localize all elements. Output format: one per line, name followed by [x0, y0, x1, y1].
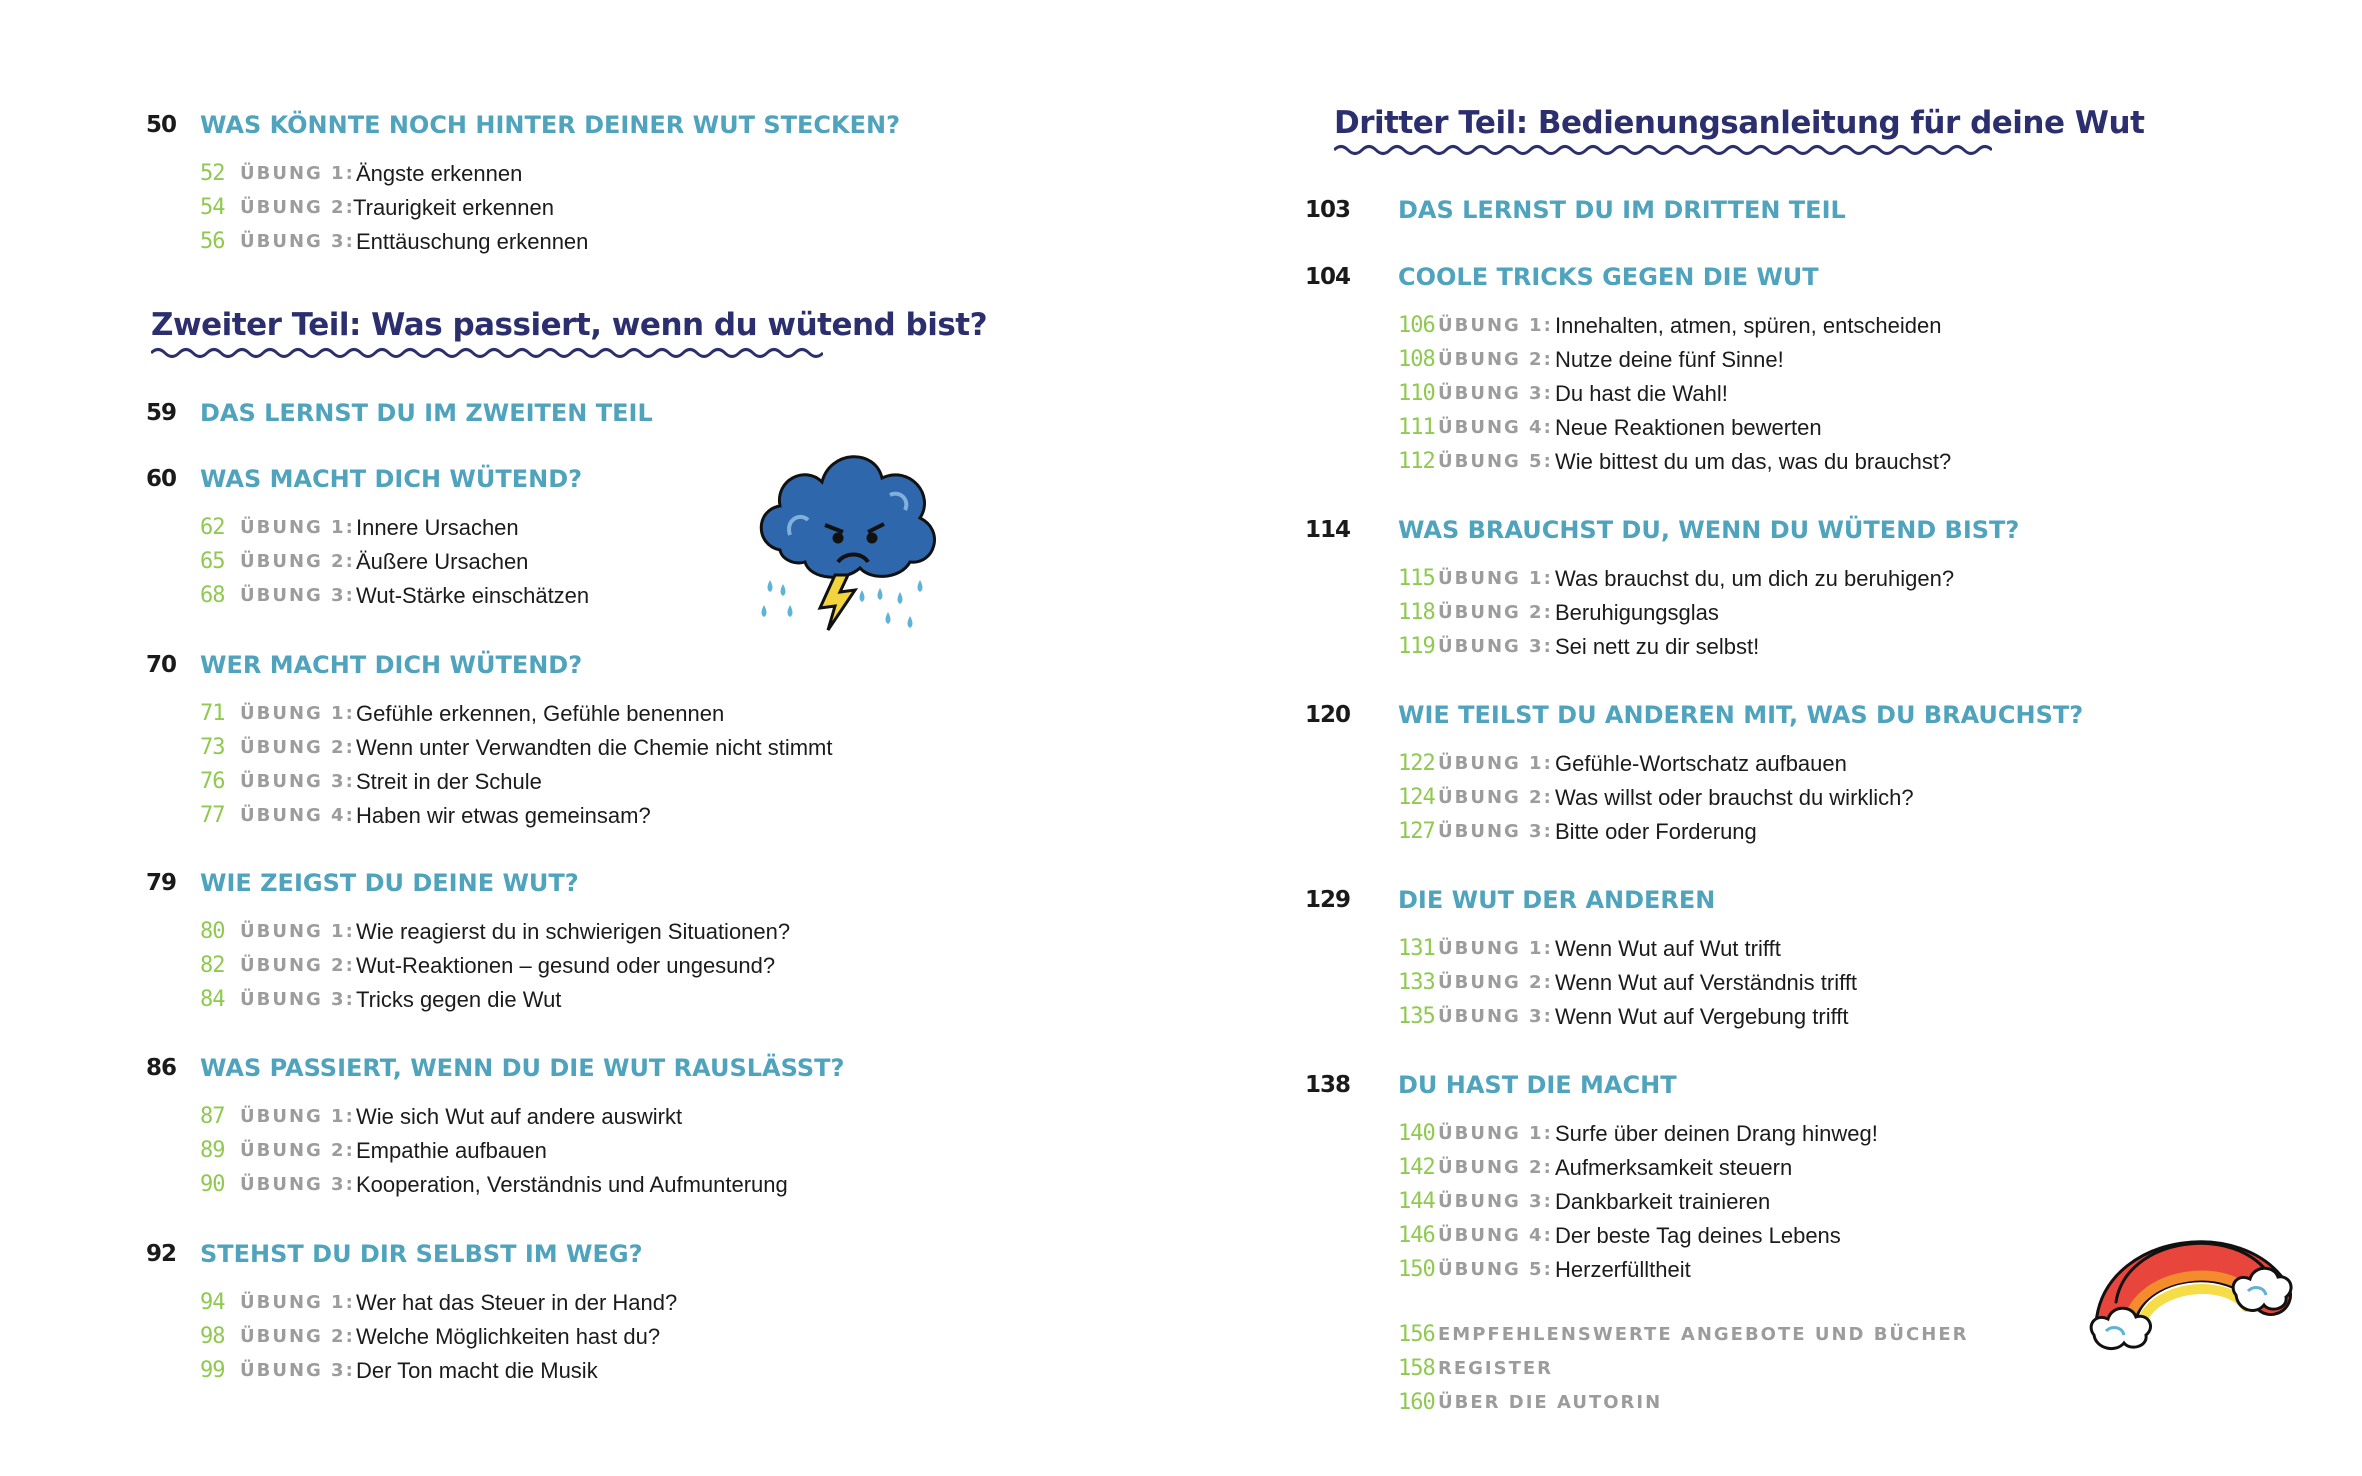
exercise-title: Traurigkeit erkennen	[353, 195, 554, 220]
exercise-label: ÜBUNG 2:	[240, 1140, 355, 1161]
exercise-page-number: 135	[1398, 1004, 1435, 1029]
exercise-title: Streit in der Schule	[356, 769, 542, 794]
exercise-label: ÜBUNG 2:	[1438, 972, 1553, 993]
exercise-title: Enttäuschung erkennen	[356, 229, 589, 254]
wavy-underline	[151, 346, 823, 360]
exercise-page-number: 62	[200, 515, 225, 540]
exercise-label: ÜBUNG 2:	[1438, 787, 1553, 808]
exercise-label: ÜBUNG 1:	[1438, 938, 1553, 959]
exercise-title: Sei nett zu dir selbst!	[1555, 634, 1760, 659]
exercise-page-number: 76	[200, 769, 225, 794]
chapter-page-number: 50	[145, 112, 176, 138]
chapter-page-number: 60	[145, 466, 176, 492]
exercise-label: ÜBUNG 1:	[240, 1106, 355, 1127]
exercise-title: Äußere Ursachen	[356, 549, 529, 574]
exercise-title: Surfe über deinen Drang hinweg!	[1555, 1121, 1878, 1146]
exercise-page-number: 119	[1398, 634, 1435, 659]
exercise-label: ÜBUNG 1:	[1438, 753, 1553, 774]
chapter-page-number: 70	[145, 652, 176, 678]
extra-page-number: 158	[1398, 1356, 1435, 1381]
exercise-title: Innere Ursachen	[356, 515, 519, 540]
exercise-title: Beruhigungsglas	[1555, 600, 1719, 625]
chapter-page-number: 129	[1305, 887, 1351, 913]
exercise-page-number: 111	[1398, 415, 1435, 440]
rainbow-icon	[2086, 1235, 2296, 1355]
exercise-page-number: 84	[200, 987, 225, 1012]
exercise-title: Wenn Wut auf Vergebung trifft	[1555, 1004, 1849, 1029]
chapter-page-number: 59	[145, 400, 176, 426]
exercise-page-number: 82	[200, 953, 225, 978]
exercise-page-number: 90	[200, 1172, 225, 1197]
exercise-label: ÜBUNG 2:	[240, 737, 355, 758]
exercise-title: Kooperation, Verständnis und Aufmunterung	[356, 1172, 788, 1197]
exercise-page-number: 94	[200, 1290, 225, 1315]
exercise-page-number: 71	[200, 701, 225, 726]
chapter-title: STEHST DU DIR SELBST IM WEG?	[200, 1240, 643, 1268]
extra-title: EMPFEHLENSWERTE ANGEBOTE UND BÜCHER	[1438, 1324, 1969, 1345]
chapter-title: WIE ZEIGST DU DEINE WUT?	[200, 869, 579, 897]
chapter-title: DIE WUT DER ANDEREN	[1398, 886, 1716, 914]
exercise-title: Tricks gegen die Wut	[356, 987, 562, 1012]
exercise-page-number: 122	[1398, 751, 1435, 776]
exercise-title: Wie sich Wut auf andere auswirkt	[356, 1104, 683, 1129]
exercise-label: ÜBUNG 3:	[1438, 636, 1553, 657]
exercise-title: Wenn Wut auf Verständnis trifft	[1555, 970, 1858, 995]
exercise-page-number: 140	[1398, 1121, 1435, 1146]
chapter-page-number: 79	[145, 870, 176, 896]
extra-title: REGISTER	[1438, 1358, 1554, 1379]
exercise-title: Was brauchst du, um dich zu beruhigen?	[1555, 566, 1955, 591]
extra-page-number: 156	[1398, 1322, 1435, 1347]
exercise-title: Innehalten, atmen, spüren, entscheiden	[1555, 313, 1942, 338]
chapter-title: WER MACHT DICH WÜTEND?	[200, 651, 583, 679]
chapter-title: DAS LERNST DU IM ZWEITEN TEIL	[200, 399, 653, 427]
exercise-label: ÜBUNG 3:	[240, 1360, 355, 1381]
chapter-title: COOLE TRICKS GEGEN DIE WUT	[1398, 263, 1819, 291]
exercise-title: Gefühle erkennen, Gefühle benennen	[356, 701, 725, 726]
exercise-page-number: 73	[200, 735, 225, 760]
exercise-page-number: 68	[200, 583, 225, 608]
exercise-label: ÜBUNG 3:	[1438, 1006, 1553, 1027]
exercise-title: Wenn unter Verwandten die Chemie nicht stimmt	[356, 735, 833, 760]
exercise-title: Wut-Reaktionen – gesund oder ungesund?	[356, 953, 776, 978]
extra-title: ÜBER DIE AUTORIN	[1438, 1392, 1663, 1413]
exercise-label: ÜBUNG 3:	[240, 989, 355, 1010]
exercise-label: ÜBUNG 2:	[240, 1326, 355, 1347]
wavy-underline	[1334, 143, 1992, 157]
exercise-label: ÜBUNG 3:	[240, 231, 355, 252]
chapter-page-number: 86	[145, 1055, 176, 1081]
exercise-title: Der beste Tag deines Lebens	[1555, 1223, 1841, 1248]
exercise-title: Bitte oder Forderung	[1555, 819, 1757, 844]
exercise-title: Neue Reaktionen bewerten	[1555, 415, 1822, 440]
chapter-page-number: 138	[1305, 1072, 1351, 1098]
exercise-title: Dankbarkeit trainieren	[1555, 1189, 1771, 1214]
exercise-label: ÜBUNG 3:	[1438, 383, 1553, 404]
exercise-title: Wenn Wut auf Wut trifft	[1555, 936, 1781, 961]
exercise-page-number: 124	[1398, 785, 1435, 810]
exercise-page-number: 54	[200, 195, 225, 220]
exercise-title: Ängste erkennen	[356, 161, 523, 186]
exercise-title: Wer hat das Steuer in der Hand?	[356, 1290, 678, 1315]
exercise-label: ÜBUNG 1:	[240, 163, 355, 184]
chapter-page-number: 103	[1305, 197, 1351, 223]
extra-page-number: 160	[1398, 1390, 1435, 1415]
exercise-label: ÜBUNG 3:	[1438, 821, 1553, 842]
exercise-label: ÜBUNG 2:	[1438, 349, 1553, 370]
exercise-label: ÜBUNG 3:	[1438, 1191, 1553, 1212]
exercise-title: Gefühle-Wortschatz aufbauen	[1555, 751, 1847, 776]
exercise-page-number: 77	[200, 803, 225, 828]
chapter-page-number: 114	[1305, 517, 1351, 543]
exercise-title: Empathie aufbauen	[356, 1138, 547, 1163]
exercise-label: ÜBUNG 1:	[1438, 1123, 1553, 1144]
exercise-page-number: 89	[200, 1138, 225, 1163]
exercise-title: Nutze deine fünf Sinne!	[1555, 347, 1784, 372]
exercise-title: Wut-Stärke einschätzen	[356, 583, 590, 608]
exercise-label: ÜBUNG 1:	[240, 921, 355, 942]
exercise-page-number: 127	[1398, 819, 1435, 844]
exercise-label: ÜBUNG 2:	[240, 955, 355, 976]
chapter-page-number: 104	[1305, 264, 1351, 290]
exercise-page-number: 98	[200, 1324, 225, 1349]
exercise-page-number: 142	[1398, 1155, 1435, 1180]
exercise-label: ÜBUNG 1:	[240, 1292, 355, 1313]
exercise-title: Wie reagierst du in schwierigen Situationen?	[356, 919, 791, 944]
chapter-page-number: 120	[1305, 702, 1351, 728]
part-title: Dritter Teil: Bedienungsanleitung für deine Wut	[1334, 105, 2145, 141]
exercise-page-number: 144	[1398, 1189, 1435, 1214]
exercise-page-number: 99	[200, 1358, 225, 1383]
exercise-label: ÜBUNG 3:	[240, 1174, 355, 1195]
exercise-label: ÜBUNG 2:	[1438, 1157, 1553, 1178]
exercise-page-number: 150	[1398, 1257, 1435, 1282]
exercise-title: Aufmerksamkeit steuern	[1555, 1155, 1793, 1180]
exercise-label: ÜBUNG 1:	[240, 517, 355, 538]
exercise-label: ÜBUNG 1:	[240, 703, 355, 724]
exercise-title: Haben wir etwas gemeinsam?	[356, 803, 651, 828]
exercise-label: ÜBUNG 2:	[240, 197, 355, 218]
exercise-title: Du hast die Wahl!	[1555, 381, 1728, 406]
chapter-title: WAS BRAUCHST DU, WENN DU WÜTEND BIST?	[1398, 516, 2020, 544]
exercise-label: ÜBUNG 2:	[1438, 602, 1553, 623]
chapter-title: DAS LERNST DU IM DRITTEN TEIL	[1398, 196, 1846, 224]
exercise-title: Der Ton macht die Musik	[356, 1358, 598, 1383]
exercise-page-number: 112	[1398, 449, 1435, 474]
exercise-title: Was willst oder brauchst du wirklich?	[1555, 785, 1914, 810]
exercise-label: ÜBUNG 4:	[1438, 417, 1553, 438]
chapter-title: WIE TEILST DU ANDEREN MIT, WAS DU BRAUCHST?	[1398, 701, 2084, 729]
exercise-page-number: 52	[200, 161, 225, 186]
exercise-page-number: 56	[200, 229, 225, 254]
exercise-page-number: 87	[200, 1104, 225, 1129]
exercise-title: Welche Möglichkeiten hast du?	[356, 1324, 661, 1349]
chapter-title: WAS MACHT DICH WÜTEND?	[200, 465, 583, 493]
exercise-page-number: 110	[1398, 381, 1435, 406]
exercise-page-number: 108	[1398, 347, 1435, 372]
chapter-title: WAS PASSIERT, WENN DU DIE WUT RAUSLÄSST?	[200, 1054, 845, 1082]
exercise-page-number: 131	[1398, 936, 1435, 961]
exercise-title: Herzerfülltheit	[1555, 1257, 1691, 1282]
exercise-page-number: 65	[200, 549, 225, 574]
chapter-page-number: 92	[145, 1241, 176, 1267]
exercise-page-number: 118	[1398, 600, 1435, 625]
exercise-title: Wie bittest du um das, was du brauchst?	[1555, 449, 1952, 474]
exercise-page-number: 115	[1398, 566, 1435, 591]
exercise-page-number: 133	[1398, 970, 1435, 995]
part-title: Zweiter Teil: Was passiert, wenn du wütend bist?	[151, 307, 988, 343]
exercise-page-number: 80	[200, 919, 225, 944]
exercise-page-number: 146	[1398, 1223, 1435, 1248]
chapter-title: DU HAST DIE MACHT	[1398, 1071, 1677, 1099]
chapter-title: WAS KÖNNTE NOCH HINTER DEINER WUT STECKEN?	[200, 111, 900, 139]
exercise-page-number: 106	[1398, 313, 1435, 338]
angry-storm-cloud-icon	[750, 440, 946, 640]
exercise-label: ÜBUNG 3:	[240, 771, 355, 792]
exercise-label: ÜBUNG 4:	[1438, 1225, 1553, 1246]
exercise-label: ÜBUNG 1:	[1438, 568, 1553, 589]
exercise-label: ÜBUNG 2:	[240, 551, 355, 572]
exercise-label: ÜBUNG 4:	[240, 805, 355, 826]
exercise-label: ÜBUNG 3:	[240, 585, 355, 606]
exercise-label: ÜBUNG 1:	[1438, 315, 1553, 336]
exercise-label: ÜBUNG 5:	[1438, 451, 1553, 472]
exercise-label: ÜBUNG 5:	[1438, 1259, 1553, 1280]
